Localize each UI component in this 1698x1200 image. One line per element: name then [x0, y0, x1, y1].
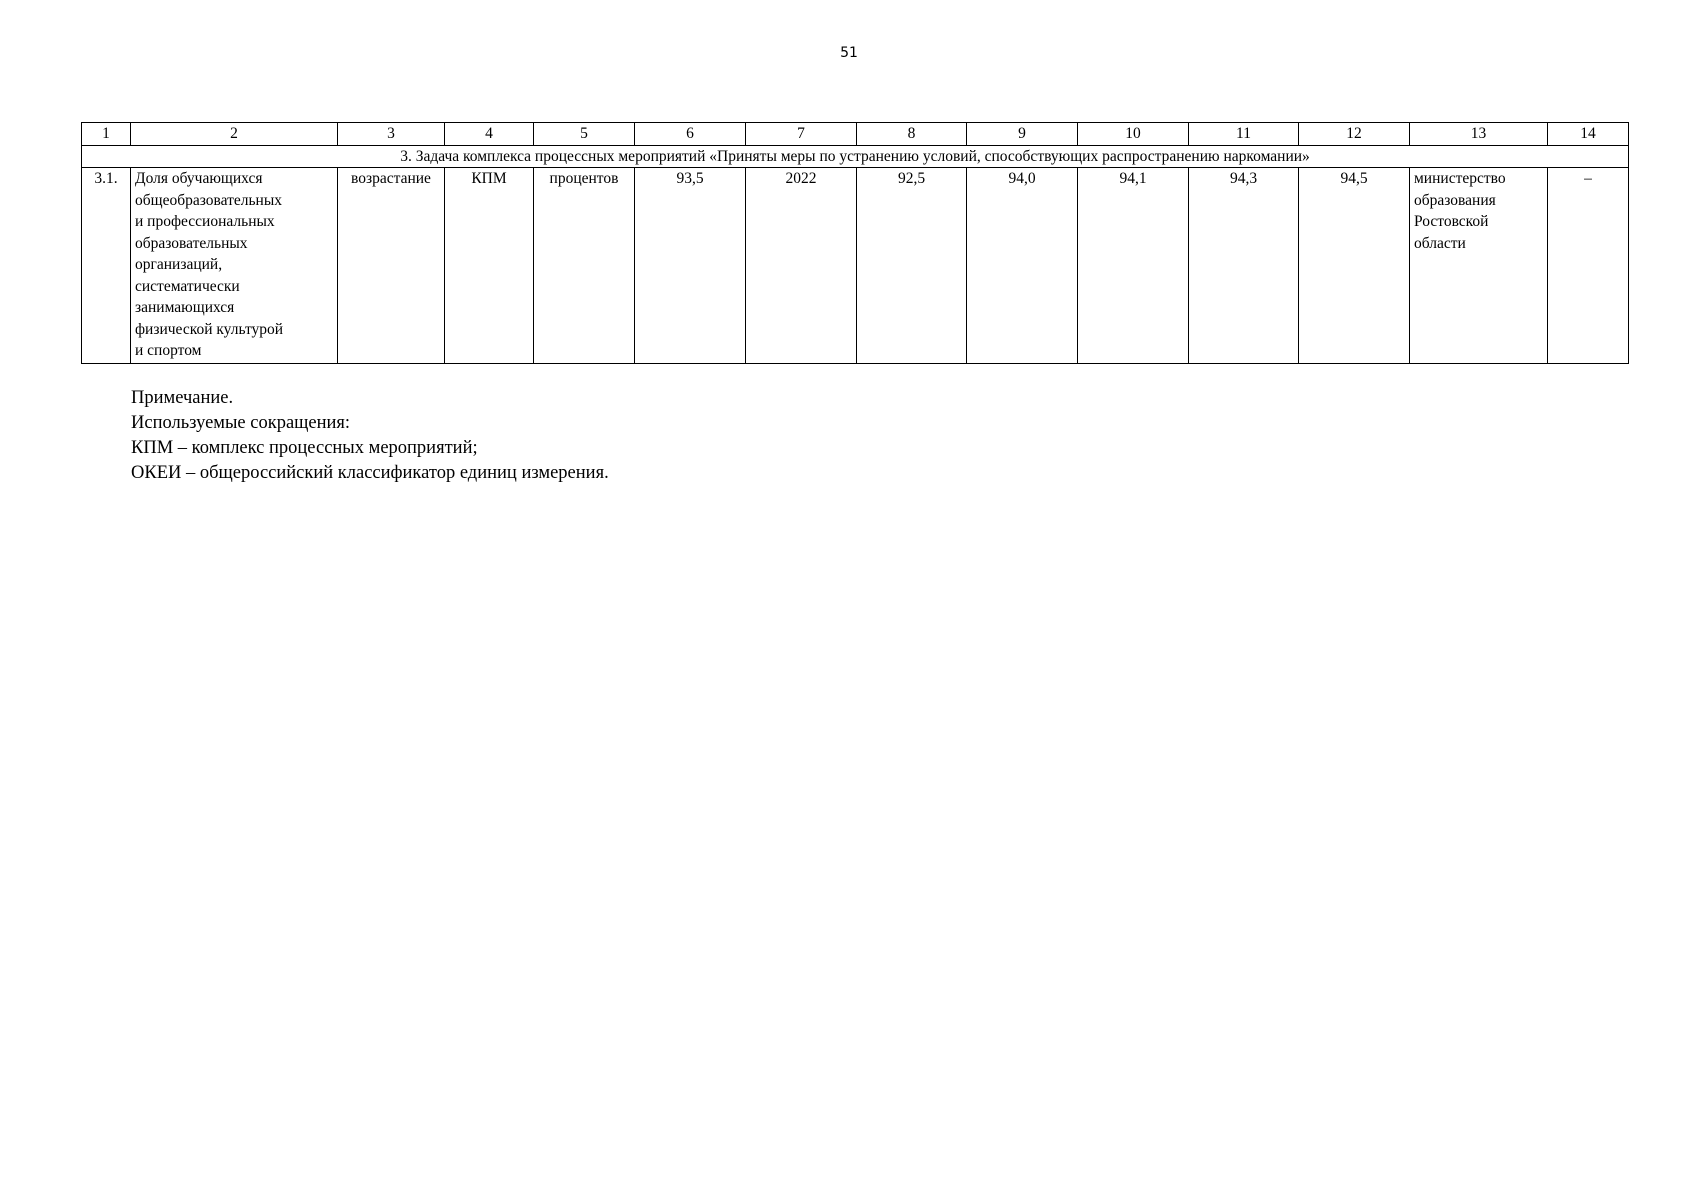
column-number-cell: 1: [82, 123, 131, 146]
column-number-cell: 14: [1548, 123, 1629, 146]
abbreviation-item: ОКЕИ – общероссийский классификатор единиц измерения.: [131, 463, 609, 483]
unit-cell: процентов: [534, 168, 635, 364]
value-cell: 94,0: [967, 168, 1078, 364]
column-number-cell: 8: [857, 123, 967, 146]
column-number-cell: 6: [635, 123, 746, 146]
indicators-table: [81, 122, 1629, 364]
abbreviation-item: КПМ – комплекс процессных мероприятий;: [131, 438, 478, 458]
base-value-cell: 93,5: [635, 168, 746, 364]
section-row: [82, 145, 1629, 168]
base-year-cell: 2022: [746, 168, 857, 364]
table-row: [82, 168, 1629, 364]
column-number-cell: 10: [1078, 123, 1189, 146]
level-cell: КПМ: [445, 168, 534, 364]
column-number-cell: 3: [338, 123, 445, 146]
value-cell: 94,5: [1299, 168, 1410, 364]
column-number-row: [82, 123, 1629, 146]
column-number-cell: 2: [131, 123, 338, 146]
value-cell: 94,3: [1189, 168, 1299, 364]
column-number-cell: 13: [1410, 123, 1548, 146]
indicator-name: Доля обучающихся общеобразовательных и профессиональных образовательных организаций, систематически занимающихся физической культурой и спортом: [131, 168, 338, 364]
column-number-cell: 11: [1189, 123, 1299, 146]
page-number: 51: [840, 45, 858, 61]
note-title: Примечание.: [131, 388, 234, 408]
direction-cell: возрастание: [338, 168, 445, 364]
responsible-cell: министерство образования Ростовской области: [1410, 168, 1548, 364]
column-number-cell: 12: [1299, 123, 1410, 146]
column-number-cell: 4: [445, 123, 534, 146]
column-number-cell: 7: [746, 123, 857, 146]
column-14-cell: –: [1548, 168, 1629, 364]
abbreviations-heading: Используемые сокращения:: [131, 413, 351, 433]
row-number: 3.1.: [82, 168, 131, 364]
column-number-cell: 9: [967, 123, 1078, 146]
value-cell: 92,5: [857, 168, 967, 364]
note-block: [131, 386, 609, 486]
column-number-cell: 5: [534, 123, 635, 146]
section-title: 3. Задача комплекса процессных мероприятий «Приняты меры по устранению условий, способствующих распространению наркомании»: [82, 145, 1629, 168]
value-cell: 94,1: [1078, 168, 1189, 364]
